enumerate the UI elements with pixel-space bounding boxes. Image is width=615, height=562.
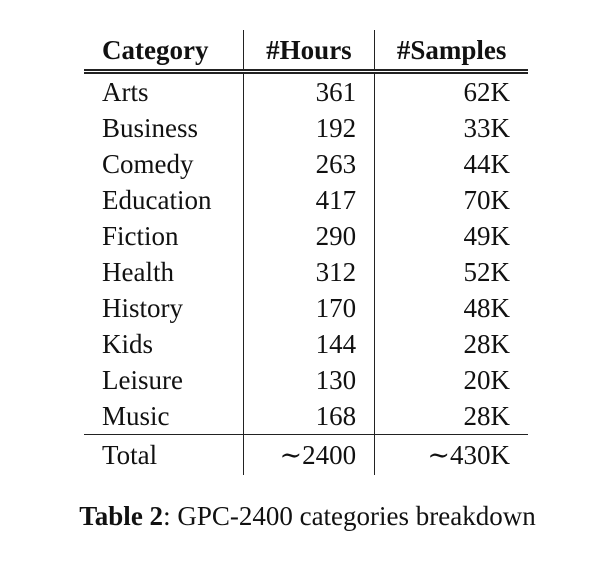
cell-category: Kids: [84, 326, 243, 362]
categories-table-container: [84, 30, 528, 475]
table-row: [84, 290, 528, 326]
cell-samples: 48K: [463, 293, 510, 323]
table-caption: [0, 496, 615, 536]
cell-samples: 33K: [463, 113, 510, 143]
table-row: [84, 362, 528, 398]
cell-hours: 144: [243, 326, 374, 362]
total-hours: ∼2400: [243, 435, 374, 476]
caption-label: Table 2: [79, 501, 164, 531]
cell-hours: 130: [243, 362, 374, 398]
cell-hours: 192: [243, 110, 374, 146]
table-row: [84, 110, 528, 146]
table-row: [84, 398, 528, 435]
categories-table: [84, 30, 528, 475]
table-row: [84, 218, 528, 254]
table-header-row: [84, 30, 528, 72]
cell-samples: 52K: [463, 257, 510, 287]
cell-hours: 168: [243, 398, 374, 435]
cell-hours: 312: [243, 254, 374, 290]
cell-category: History: [84, 290, 243, 326]
cell-samples: 49K: [463, 221, 510, 251]
header-samples: #Samples: [375, 30, 528, 72]
table-total-row: [84, 435, 528, 476]
cell-category: Leisure: [84, 362, 243, 398]
total-samples: ∼430K: [375, 435, 528, 476]
cell-samples: 70K: [463, 185, 510, 215]
cell-category: Fiction: [84, 218, 243, 254]
cell-hours: 361: [243, 72, 374, 111]
header-hours: #Hours: [243, 30, 374, 72]
total-label: Total: [84, 435, 243, 476]
table-row: [84, 254, 528, 290]
cell-hours: 263: [243, 146, 374, 182]
cell-samples: 62K: [463, 77, 510, 107]
table-row: [84, 72, 528, 111]
table-row: [84, 326, 528, 362]
cell-samples: 28K: [463, 401, 510, 431]
cell-samples: 20K: [463, 365, 510, 395]
cell-category: Business: [84, 110, 243, 146]
cell-hours: 170: [243, 290, 374, 326]
cell-category: Music: [84, 398, 243, 435]
cell-hours: 417: [243, 182, 374, 218]
table-row: [84, 182, 528, 218]
header-category: Category: [84, 30, 243, 72]
cell-category: Arts: [84, 72, 243, 111]
cell-category: Comedy: [84, 146, 243, 182]
cell-samples: 28K: [463, 329, 510, 359]
cell-samples: 44K: [463, 149, 510, 179]
table-row: [84, 146, 528, 182]
cell-category: Education: [84, 182, 243, 218]
caption-text: : GPC-2400 categories breakdown: [163, 501, 536, 531]
cell-hours: 290: [243, 218, 374, 254]
cell-category: Health: [84, 254, 243, 290]
